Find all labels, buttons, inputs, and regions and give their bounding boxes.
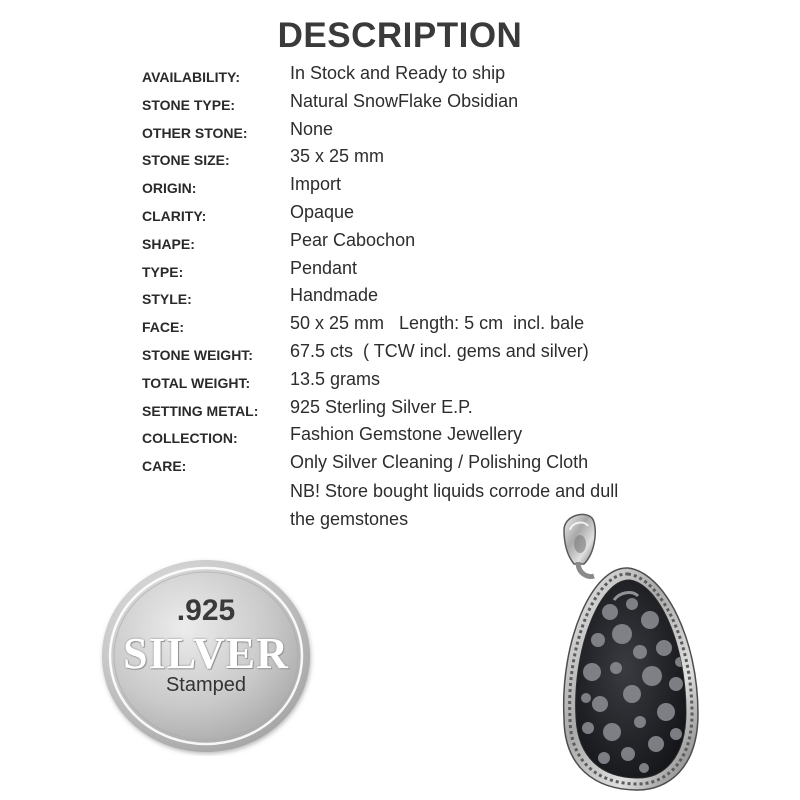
spec-row-other-stone [142,118,762,146]
spec-label: SETTING METAL: [142,402,259,419]
spec-row-origin [142,173,762,201]
badge-caption: Stamped [165,674,247,696]
spec-label: COLLECTION: [142,430,238,447]
spec-label: CLARITY: [142,207,207,224]
spec-label: AVAILABILITY: [142,69,240,85]
spec-label: TYPE: [142,263,184,280]
spec-value: In Stock and Ready to ship [290,63,506,83]
spec-row-stone-weight [142,340,762,368]
spec-row-collection [142,423,762,451]
care-note-line [142,479,762,507]
spec-value: None [290,118,334,139]
spec-value: Pear Cabochon [290,229,416,250]
spec-value: 67.5 cts ( TCW incl. gems and silver) [290,340,589,361]
spec-row-type [142,257,762,285]
spec-row-stone-size [142,145,762,173]
spec-value: Natural SnowFlake Obsidian [290,90,519,111]
spec-row-setting-metal [142,396,762,424]
spec-row-total-weight [142,368,762,396]
spec-label: STONE WEIGHT: [142,346,253,363]
page-title: DESCRIPTION [277,16,523,55]
spec-row-stone-type [142,90,762,118]
care-note-text: NB! Store bought liquids corrode and dull [290,480,619,501]
spec-value: 35 x 25 mm [290,146,385,167]
spec-label: OTHER STONE: [142,124,248,141]
spec-value: Opaque [290,201,355,222]
spec-value: Pendant [290,257,358,278]
spec-row-face [142,312,762,340]
spec-value: Only Silver Cleaning / Polishing Cloth [290,452,589,473]
spec-row-style [142,284,762,312]
spec-row-clarity [142,201,762,229]
spec-label: STONE TYPE: [142,96,236,113]
spec-value: Fashion Gemstone Jewellery [290,424,523,445]
spec-value: Handmade [290,285,379,306]
badge-number: .925 [176,594,236,627]
badge-word: SILVER [123,629,289,678]
spec-row-availability [142,62,762,90]
spec-label: SHAPE: [142,235,195,252]
spec-row-shape [142,229,762,257]
spec-value: 13.5 grams [290,368,381,389]
spec-label: STONE SIZE: [142,152,230,169]
spec-value: 50 x 25 mm Length: 5 cm incl. bale [290,313,585,334]
spec-label: STYLE: [142,291,192,308]
spec-label: TOTAL WEIGHT: [142,374,251,391]
pendant-image [540,512,720,794]
spec-label: CARE: [142,458,187,475]
silver-badge [96,556,316,756]
spec-label: ORIGIN: [142,180,197,197]
care-note-text: the gemstones [290,508,409,529]
spec-list [142,62,762,535]
spec-label: FACE: [142,319,184,336]
spec-value: Import [290,174,342,195]
spec-value: 925 Sterling Silver E.P. [290,396,473,417]
spec-row-care [142,451,762,479]
